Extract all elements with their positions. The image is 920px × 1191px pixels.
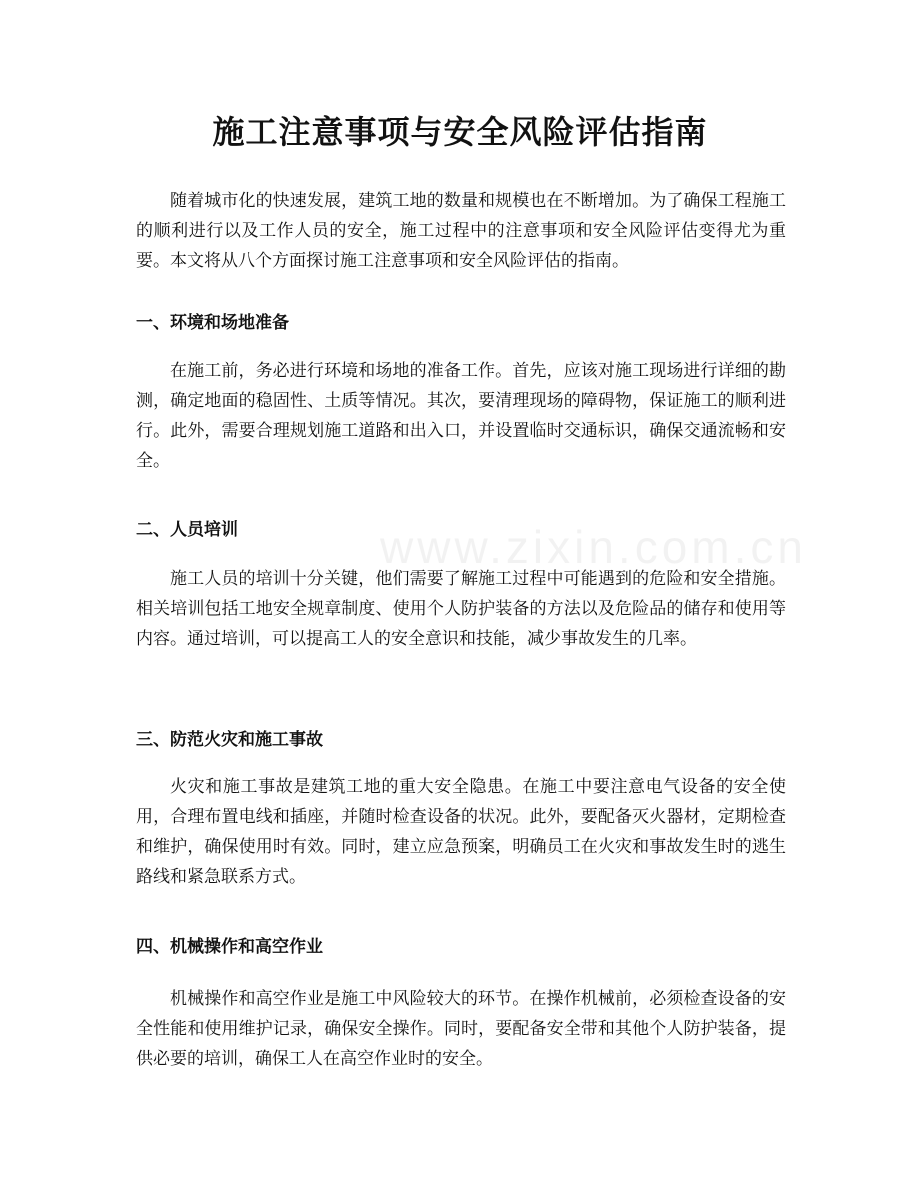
section-heading-environment: 一、环境和场地准备 [136,313,289,333]
document-title: 施工注意事项与安全风险评估指南 [212,113,708,151]
section-body-machinery: 机械操作和高空作业是施工中风险较大的环节。在操作机械前，必须检查设备的安全性能和使用维护记录，确保安全操作。同时，要配备安全带和其他个人防护装备，提供必要的培训，确保工人在高空作业时的安全。 [136,989,786,1069]
watermark: www.zixin.com.cn [380,521,807,573]
section-heading-fire: 三、防范火灾和施工事故 [136,730,323,750]
section-body-training: 施工人员的培训十分关键，他们需要了解施工过程中可能遇到的危险和安全措施。相关培训包括工地安全规章制度、使用个人防护装备的方法以及危险品的储存和使用等内容。通过培训，可以提高工人的安全意识和技能，减少事故发生的几率。 [136,569,786,649]
section-heading-training: 二、人员培训 [136,520,238,540]
section-body-fire: 火灾和施工事故是建筑工地的重大安全隐患。在施工中要注意电气设备的安全使用，合理布置电线和插座，并随时检查设备的状况。此外，要配备灭火器材，定期检查和维护，确保使用时有效。同时，建立应急预案，明确员工在火灾和事故发生时的逃生路线和紧急联系方式。 [136,777,786,887]
section-heading-machinery: 四、机械操作和高空作业 [136,937,323,957]
intro-paragraph: 随着城市化的快速发展，建筑工地的数量和规模也在不断增加。为了确保工程施工的顺利进行以及工作人员的安全，施工过程中的注意事项和安全风险评估变得尤为重要。本文将从八个方面探讨施工注意事项和安全风险评估的指南。 [136,191,786,271]
section-body-environment: 在施工前，务必进行环境和场地的准备工作。首先，应该对施工现场进行详细的勘测，确定地面的稳固性、土质等情况。其次，要清理现场的障碍物，保证施工的顺利进行。此外，需要合理规划施工道路和出入口，并设置临时交通标识，确保交通流畅和安全。 [136,361,786,471]
